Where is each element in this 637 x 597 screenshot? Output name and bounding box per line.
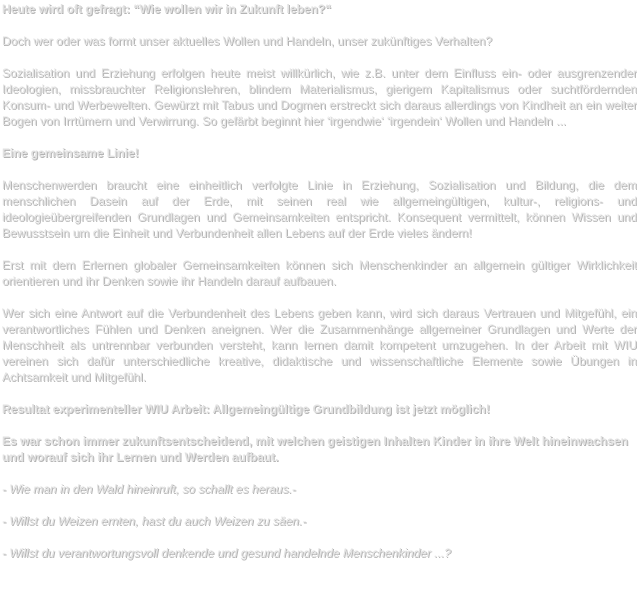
saying: - Wie man in den Wald hineinruft, so schallt es heraus.- <box>2 482 296 496</box>
paragraph-socialization: Sozialisation und Erziehung erfolgen heute meist willkürlich, wie z.B. unter dem Einfluss ein- oder ausgrenzender Ideologien, missbrauchter Religionslehren, blindem Materialismus, gierigem Kapitalismus oder suchtfördernden Konsum- und Werbewelten. Gewürzt mit Tabus und Dogmen erstreckt sich daraus allerdings von Kindheit an ein weiter Bogen von Irrtümern und Verwirrung. So gefärbt beginnt hier ‘irgendwie‘ ‘irgendein‘ Wollen und Handeln ... <box>2 66 637 128</box>
saying: - Willst du Weizen ernten, hast du auch Weizen zu säen.- <box>2 514 307 528</box>
paragraph-line: Menschenwerden braucht eine einheitlich verfolgte Linie in Erziehung, Sozialisation und Bildung, die dem menschlichen Dasein auf der Erde, mit seinen real wie allgemeingültigen, kultur-, religions- und ideologieübergreifenden Grundlagen und Gemeinsamkeiten entspricht. Konsequent vermittelt, können Wissen und Bewusstsein um die Einheit und Verbundenheit allen Lebens auf der Erde vieles ändern! <box>2 178 637 240</box>
paragraph-future: Es war schon immer zukunftsentscheidend, mit welchen geistigen Inhalten Kinder in ihre Welt hineinwachsen und worauf sich ihr Lernen und Werden aufbaut. <box>2 434 628 464</box>
result-heading: Resultat experimenteller WIU Arbeit: Allgemeingültige Grundbildung ist jetzt möglich! <box>2 402 490 416</box>
paragraph-answer: Wer sich eine Antwort auf die Verbundenheit des Lebens geben kann, wird sich daraus Vertrauen und Mitgefühl, ein verantwortliches Fühlen und Denken aneignen. Wer die Zusammenhänge allgemeiner Grundlagen und Werte der Menschheit als untrennbar verbunden versteht, kann lernen damit kompetent umzugehen. In der Arbeit mit WIU vereinen sich dafür unterschiedliche kreative, didaktische und wissenschaftliche Elemente sowie Übungen in Achtsamkeit und Mitgefühl. <box>2 306 637 384</box>
question: Doch wer oder was formt unser aktuelles Wollen und Handeln, unser zukünftiges Verhalten? <box>2 34 493 48</box>
saying: - Willst du verantwortungsvoll denkende und gesund handelnde Menschenkinder ...? <box>2 546 451 560</box>
subheading-line: Eine gemeinsame Linie! <box>2 146 139 160</box>
heading: Heute wird oft gefragt: “Wie wollen wir in Zukunft leben?“ <box>2 2 332 16</box>
paragraph-global: Erst mit dem Erlernen globaler Gemeinsamkeiten können sich Menschenkinder an allgemein gültiger Wirklichkeit orientieren und ihr Denken sowie ihr Handeln darauf aufbauen. <box>2 258 637 288</box>
